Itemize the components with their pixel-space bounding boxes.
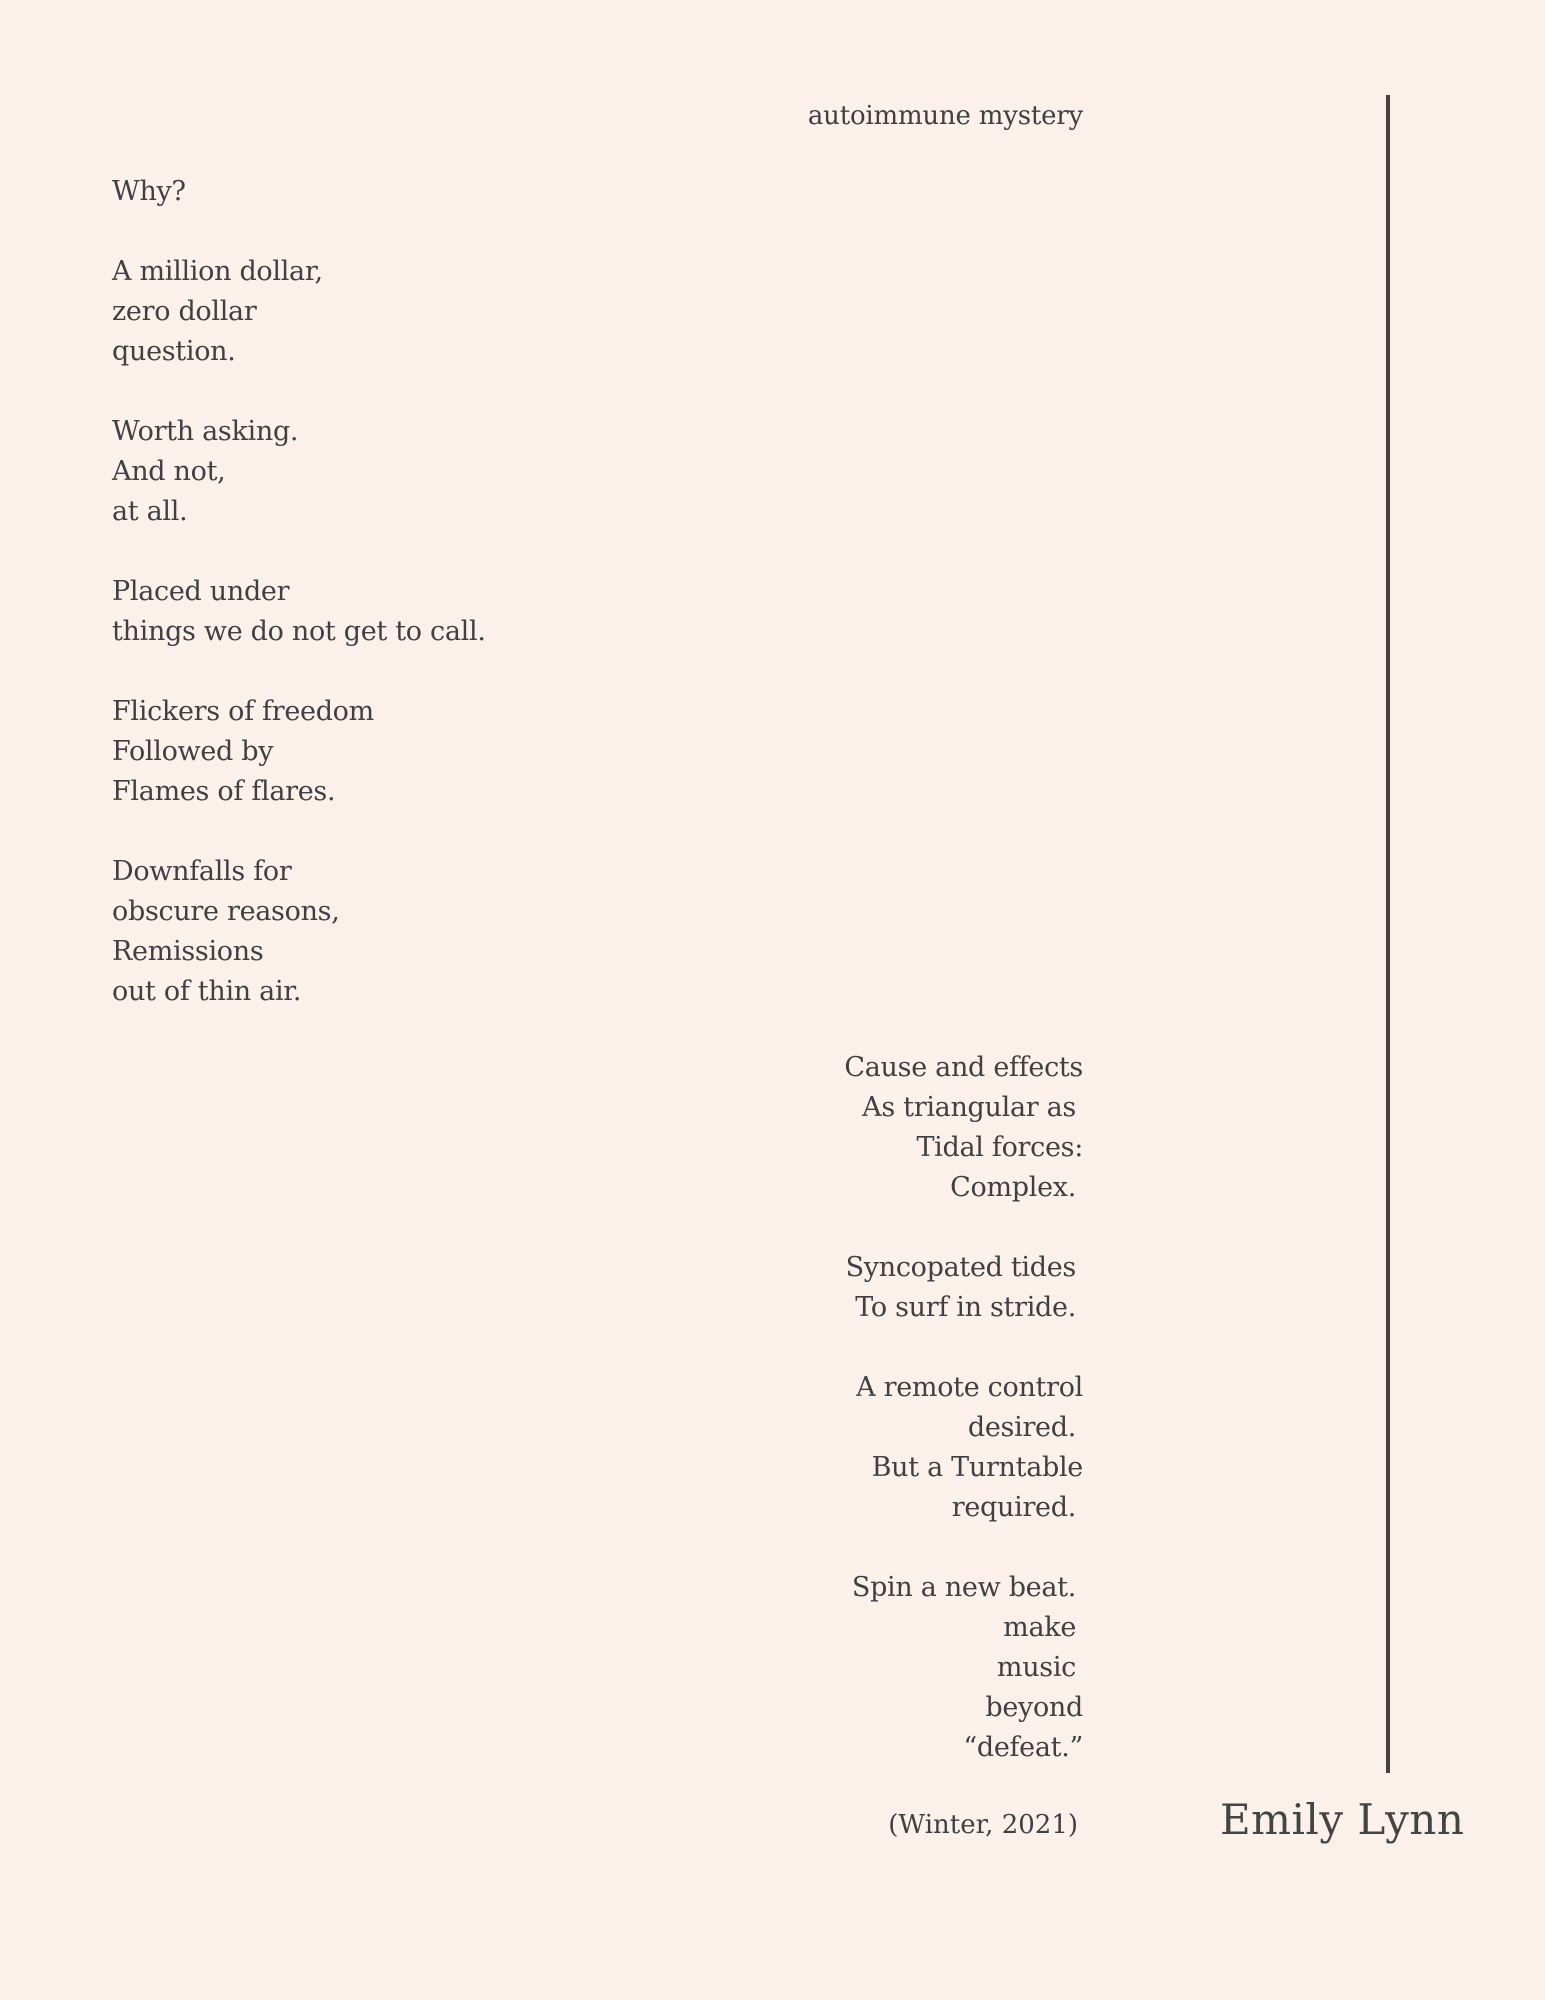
stanza — [844, 1368, 1083, 1528]
poem-line: required. — [951, 1492, 1076, 1523]
poem-line: things we do not get to call. — [112, 616, 486, 647]
poem-title: autoimmune mystery — [807, 101, 1083, 131]
stanza — [112, 572, 486, 652]
poem-line: Worth asking. — [112, 416, 299, 447]
stanza — [844, 1568, 1083, 1768]
poem-line: Spin a new beat. — [851, 1572, 1076, 1603]
poem-line: beyond — [985, 1692, 1083, 1723]
poem-line: Syncopated tides — [845, 1252, 1076, 1283]
poem-line: zero dollar — [112, 296, 257, 327]
stanza — [844, 1248, 1083, 1328]
stanza — [112, 412, 486, 532]
stanza — [112, 852, 486, 1012]
poem-line: Followed by — [112, 736, 274, 767]
poem-line: obscure reasons, — [112, 896, 340, 927]
poem-line: Downfalls for — [112, 856, 292, 887]
poem-line: A remote control — [856, 1372, 1083, 1403]
poem-line: Complex. — [950, 1172, 1076, 1203]
poem-line: Why? — [112, 176, 186, 207]
stanza — [112, 252, 486, 372]
poem-line: out of thin air. — [112, 976, 302, 1007]
poem-line: To surf in stride. — [855, 1292, 1076, 1323]
poem-line: A million dollar, — [112, 256, 323, 287]
poem-line: As triangular as — [862, 1092, 1076, 1123]
poem-line: make — [1003, 1612, 1076, 1643]
poem-line: Tidal forces: — [916, 1132, 1083, 1163]
poem-line: And not, — [112, 456, 226, 487]
poem-line: Remissions — [112, 936, 264, 967]
poem-line: Placed under — [112, 576, 290, 607]
vertical-divider — [1386, 95, 1390, 1773]
stanza — [844, 1048, 1083, 1208]
poem-line: question. — [112, 336, 236, 367]
poem-line: “defeat.” — [963, 1732, 1083, 1763]
stanza — [112, 692, 486, 812]
stanza — [112, 172, 486, 212]
poem-line: Cause and effects — [844, 1052, 1083, 1083]
poem-line: But a Turntable — [871, 1452, 1083, 1483]
poem-line: Flickers of freedom — [112, 696, 374, 727]
poem-line: at all. — [112, 496, 188, 527]
poem-line: music — [996, 1652, 1076, 1683]
poem-date: (Winter, 2021) — [888, 1810, 1078, 1840]
poem-line: Flames of flares. — [112, 776, 336, 807]
left-column — [112, 172, 486, 1012]
right-column — [844, 1048, 1083, 1768]
author-name: Emily Lynn — [1220, 1795, 1465, 1844]
poem-line: desired. — [967, 1412, 1076, 1443]
